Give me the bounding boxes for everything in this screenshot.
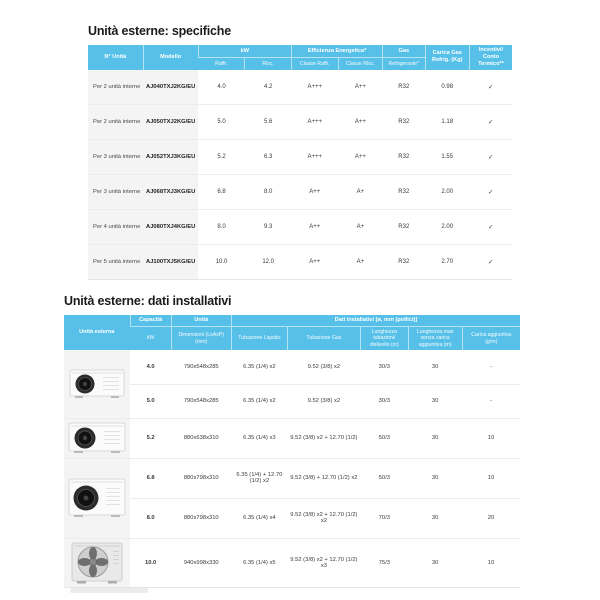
cell-tubazione-liquido: 6.35 (1/4) x3 <box>231 418 287 458</box>
cell-classe-risc: A+ <box>338 175 383 210</box>
cell-n-unita: Per 4 unità interne <box>88 210 143 245</box>
cell-kw-raffr: 5.2 <box>198 140 245 175</box>
cell-kw: 10.0 <box>130 538 171 587</box>
cell-kw-raffr: 4.0 <box>217 84 226 91</box>
cell-tubazione-liquido: 6.35 (1/4) x4 <box>231 498 287 538</box>
outdoor-unit-icon <box>69 541 125 585</box>
cell-lunghezza-max: 30 <box>408 384 462 418</box>
cell-classe-risc: A+ <box>338 210 383 245</box>
header-group-dati-installativi: Dati installativi [ø, mm (pollici)] <box>231 315 520 326</box>
header-raffr: Raffr. <box>198 58 245 70</box>
cell-classe-raffr: A+++ <box>291 105 338 140</box>
cell-carica-aggiuntiva: 10 <box>462 458 520 498</box>
cell-kw-raffr: 10.0 <box>198 245 245 280</box>
cell-kw: 5.2 <box>130 418 171 458</box>
cell-tubazione-gas: 9.52 (3/8) x2 <box>287 384 360 418</box>
cell-tubazione-liquido: 6.35 (1/4) x2 <box>231 384 287 418</box>
cell-kw: 8.0 <box>130 498 171 538</box>
cell-lunghezza-max: 30 <box>408 498 462 538</box>
cell-carica-aggiuntiva: - <box>462 384 520 418</box>
cell-tubazione-liquido: 6.35 (1/4) x2 <box>243 364 276 371</box>
cell-n-unita: Per 5 unità interne <box>88 245 143 280</box>
cell-modello: AJ050TXJ2KG/EU <box>143 105 198 140</box>
cell-classe-risc: A++ <box>338 140 383 175</box>
cell-classe-raffr: A+++ <box>307 84 323 91</box>
cell-classe-risc: A++ <box>354 84 366 91</box>
table-row <box>64 538 520 587</box>
checkmark: ✓ <box>470 210 512 245</box>
header-tubazione-liquido: Tubazione Liquido <box>231 326 287 350</box>
outdoor-unit-image <box>66 368 128 400</box>
outdoor-unit-icon <box>69 368 125 400</box>
table-row <box>88 245 512 280</box>
cell-n-unita: Per 3 unità interne <box>88 175 143 210</box>
cell-kw-risc: 5.6 <box>245 105 292 140</box>
cell-kw-raffr: 8.0 <box>198 210 245 245</box>
cell-carica-aggiuntiva: - <box>490 364 492 371</box>
table2-header <box>64 315 520 350</box>
cell-classe-raffr: A++ <box>291 175 338 210</box>
cell-carica: 2.70 <box>425 245 470 280</box>
cell-modello: AJ052TXJ3KG/EU <box>143 140 198 175</box>
cell-tubazione-gas: 9.52 (3/8) x2 + 12.70 (1/2) x3 <box>287 538 360 587</box>
table-row <box>88 140 512 175</box>
table-row <box>64 384 520 418</box>
header-group-unita: Unità <box>171 315 231 326</box>
cell-kw-raffr: 5.0 <box>198 105 245 140</box>
cell-kw-raffr: 6.8 <box>198 175 245 210</box>
cell-kw-risc: 4.2 <box>263 84 273 91</box>
cell-lunghezza: 75/3 <box>360 538 408 587</box>
cell-classe-risc: A+ <box>338 245 383 280</box>
header-n-unita: N° Unità <box>88 45 143 70</box>
cell-modello: AJ100TXJ5KG/EU <box>143 245 198 280</box>
cell-lunghezza-max: 30 <box>408 418 462 458</box>
cell-dimensioni: 790x548x285 <box>183 364 219 371</box>
header-classe-raffr: Classe Raffr. <box>291 58 338 70</box>
section-dati-installativi <box>64 294 520 588</box>
cell-modello: AJ068TXJ3KG/EU <box>143 175 198 210</box>
cell-refrigerante: R32 <box>398 84 410 91</box>
cell-refrigerante: R32 <box>383 140 425 175</box>
cell-refrigerante: R32 <box>383 175 425 210</box>
header-lunghezza-max: Lunghezza max senza carica aggiuntiva (m) <box>408 326 462 350</box>
header-group-gas: Gas <box>383 45 425 58</box>
table-row <box>88 105 512 140</box>
cell-classe-raffr: A+++ <box>291 140 338 175</box>
table-row <box>64 498 520 538</box>
header-risc: Risc. <box>245 58 292 70</box>
outdoor-unit-image <box>66 541 128 585</box>
header-carica-aggiuntiva: Carica aggiuntiva (g/m) <box>462 326 520 350</box>
cell-dimensioni: 880x798x310 <box>171 458 231 498</box>
cell-kw-risc: 9.3 <box>245 210 292 245</box>
table-row <box>64 418 520 458</box>
table-row <box>88 70 512 105</box>
cell-kw: 6.8 <box>130 458 171 498</box>
outdoor-unit-image-xlarge <box>64 538 130 587</box>
outdoor-unit-image-small <box>64 350 130 418</box>
cell-tubazione-gas: 9.52 (3/8) x2 + 12.70 (1/2) <box>287 418 360 458</box>
checkmark: ✓ <box>470 140 512 175</box>
cell-classe-risc: A++ <box>338 105 383 140</box>
cell-kw: 4.0 <box>146 364 155 371</box>
cell-lunghezza: 50/3 <box>360 418 408 458</box>
cell-carica-aggiuntiva: 20 <box>462 498 520 538</box>
header-dimensioni: Dimensioni (LxAxP) (mm) <box>171 326 231 350</box>
section-title-dati-installativi: Unità esterne: dati installativi <box>64 294 232 308</box>
outdoor-unit-image-medium <box>64 418 130 458</box>
footnote-remnant <box>70 588 148 593</box>
table-row <box>64 458 520 498</box>
header-tubazione-gas: Tubazione Gas <box>287 326 360 350</box>
cell-kw-risc: 8.0 <box>245 175 292 210</box>
section-specifiche <box>88 24 512 280</box>
cell-carica: 1.55 <box>425 140 470 175</box>
cell-carica: 0.98 <box>441 84 454 91</box>
cell-carica-aggiuntiva: 10 <box>462 418 520 458</box>
checkmark: ✓ <box>470 245 512 280</box>
cell-refrigerante: R32 <box>383 105 425 140</box>
cell-dimensioni: 790x548x285 <box>171 384 231 418</box>
cell-refrigerante: R32 <box>383 210 425 245</box>
cell-dimensioni: 940x998x330 <box>171 538 231 587</box>
cell-tubazione-gas: 9.52 (3/8) + 12.70 (1/2) x2 <box>287 458 360 498</box>
cell-refrigerante: R32 <box>383 245 425 280</box>
cell-tubazione-gas: 9.52 (3/8) x2 <box>307 364 341 371</box>
table-row <box>88 210 512 245</box>
cell-classe-raffr: A++ <box>291 210 338 245</box>
cell-carica: 2.00 <box>425 175 470 210</box>
checkmark: ✓ <box>470 175 512 210</box>
cell-modello: AJ080TXJ4KG/EU <box>143 210 198 245</box>
header-kw: kW <box>130 326 171 350</box>
table1-header <box>88 45 512 70</box>
cell-n-unita: Per 2 unità interne <box>88 105 143 140</box>
cell-carica: 1.18 <box>425 105 470 140</box>
header-incentivi: Incentivi/ Conto Termico** <box>470 45 512 70</box>
header-refrigerante: Refrigerante* <box>383 58 425 70</box>
cell-tubazione-liquido: 6.35 (1/4) + 12.70 (1/2) x2 <box>231 458 287 498</box>
cell-lunghezza: 70/3 <box>360 498 408 538</box>
cell-lunghezza: 50/3 <box>360 458 408 498</box>
cell-lunghezza-max: 30 <box>408 458 462 498</box>
outdoor-unit-image-large <box>64 458 130 538</box>
table-specifiche <box>88 45 512 280</box>
section-title-specifiche: Unità esterne: specifiche <box>88 24 231 38</box>
header-lunghezza-tubazioni: Lunghezza tubazioni/ dislivello (m) <box>360 326 408 350</box>
cell-tubazione-gas: 9.52 (3/8) x2 + 12.70 (1/2) x2 <box>287 498 360 538</box>
cell-kw: 5.0 <box>130 384 171 418</box>
outdoor-unit-image <box>66 421 128 455</box>
cell-n-unita: Per 2 unità interne <box>88 70 143 105</box>
header-group-capacita: Capacità <box>130 315 171 326</box>
cell-n-unita: Per 3 unità interne <box>88 140 143 175</box>
cell-lunghezza: 30/3 <box>378 364 390 371</box>
table-row <box>64 350 520 384</box>
header-classe-risc: Classe Risc. <box>338 58 383 70</box>
cell-kw-risc: 12.0 <box>245 245 292 280</box>
header-unita-esterna: Unità esterna <box>64 315 130 350</box>
cell-lunghezza-max: 30 <box>408 538 462 587</box>
outdoor-unit-icon <box>68 421 126 455</box>
cell-classe-raffr: A++ <box>291 245 338 280</box>
table-dati-installativi <box>64 315 520 588</box>
cell-modello: AJ040TXJ2KG/EU <box>143 70 198 105</box>
outdoor-unit-icon <box>68 477 126 519</box>
checkmark: ✓ <box>488 84 494 92</box>
cell-dimensioni: 880x798x310 <box>171 498 231 538</box>
cell-carica-aggiuntiva: 10 <box>462 538 520 587</box>
table-row <box>88 175 512 210</box>
outdoor-unit-image <box>66 477 128 519</box>
header-modello: Modello <box>143 45 198 70</box>
cell-lunghezza: 30/3 <box>360 384 408 418</box>
header-group-kw: kW <box>198 45 291 58</box>
header-carica-gas: Carica Gas Refrig. (Kg) <box>425 45 470 70</box>
cell-carica: 2.00 <box>425 210 470 245</box>
cell-kw-risc: 6.3 <box>245 140 292 175</box>
cell-lunghezza-max: 30 <box>431 364 439 371</box>
cell-tubazione-liquido: 6.35 (1/4) x5 <box>231 538 287 587</box>
checkmark: ✓ <box>470 105 512 140</box>
header-group-efficienza: Efficienza Energetica* <box>291 45 382 58</box>
cell-dimensioni: 880x638x310 <box>171 418 231 458</box>
